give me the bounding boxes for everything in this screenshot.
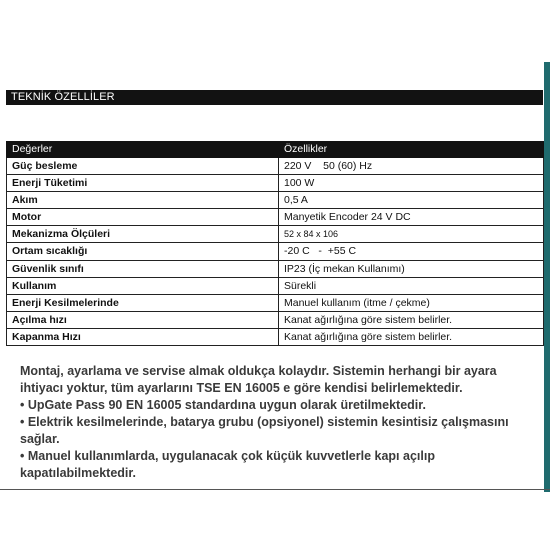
- description-bullet: • Elektrik kesilmelerinde, batarya grubu (opsiyonel) sistemin kesintisiz çalışmasını sağlar.: [20, 415, 509, 446]
- section-title: TEKNİK ÖZELLİLER: [6, 90, 543, 105]
- table-row: [7, 158, 544, 175]
- divider: [0, 489, 550, 490]
- table-row: [7, 278, 544, 295]
- row-value: 220 V 50 (60) Hz: [279, 158, 544, 175]
- row-label: Açılma hızı: [7, 312, 279, 329]
- row-value: Manuel kullanım (itme / çekme): [279, 295, 544, 312]
- row-value: 100 W: [279, 175, 544, 192]
- row-value: 52 x 84 x 106: [279, 226, 544, 243]
- row-label: Ortam sıcaklığı: [7, 243, 279, 261]
- row-value: Manyetik Encoder 24 V DC: [279, 209, 544, 226]
- table-row: [7, 226, 544, 243]
- table-row: [7, 175, 544, 192]
- edge-accent-bar: [544, 62, 550, 492]
- description-bullet: • UpGate Pass 90 EN 16005 standardına uygun olarak üretilmektedir.: [20, 398, 426, 412]
- row-label: Akım: [7, 192, 279, 209]
- row-label: Enerji Kesilmelerinde: [7, 295, 279, 312]
- table-row: [7, 192, 544, 209]
- description-bullet: • Manuel kullanımlarda, uygulanacak çok küçük kuvvetlerle kapı açılıp kapatılabilmektedir.: [20, 449, 435, 480]
- spec-table: [6, 141, 544, 346]
- description-paragraph: Montaj, ayarlama ve servise almak oldukça kolaydır. Sistemin herhangi bir ayara ihtiyacı yoktur, tüm ayarlarını TSE EN 16005 e göre kendisi belirlemektedir.: [20, 364, 497, 395]
- table-row: [7, 295, 544, 312]
- row-value: Kanat ağırlığına göre sistem belirler.: [279, 312, 544, 329]
- row-value: 0,5 A: [279, 192, 544, 209]
- table-row: [7, 261, 544, 278]
- row-value: -20 C - +55 C: [279, 243, 544, 261]
- row-label: Mekanizma Ölçüleri: [7, 226, 279, 243]
- row-label: Kapanma Hızı: [7, 329, 279, 346]
- column-header-values: Değerler: [7, 142, 279, 158]
- row-label: Motor: [7, 209, 279, 226]
- row-label: Enerji Tüketimi: [7, 175, 279, 192]
- table-header-row: [7, 142, 544, 158]
- column-header-features: Özellikler: [279, 142, 544, 158]
- table-row: [7, 329, 544, 346]
- description-text: [20, 363, 530, 482]
- row-label: Güç besleme: [7, 158, 279, 175]
- row-value: Kanat ağırlığına göre sistem belirler.: [279, 329, 544, 346]
- row-label: Kullanım: [7, 278, 279, 295]
- table-row: [7, 243, 544, 261]
- row-value: IP23 (İç mekan Kullanımı): [279, 261, 544, 278]
- table-row: [7, 209, 544, 226]
- table-row: [7, 312, 544, 329]
- row-label: Güvenlik sınıfı: [7, 261, 279, 278]
- row-value: Sürekli: [279, 278, 544, 295]
